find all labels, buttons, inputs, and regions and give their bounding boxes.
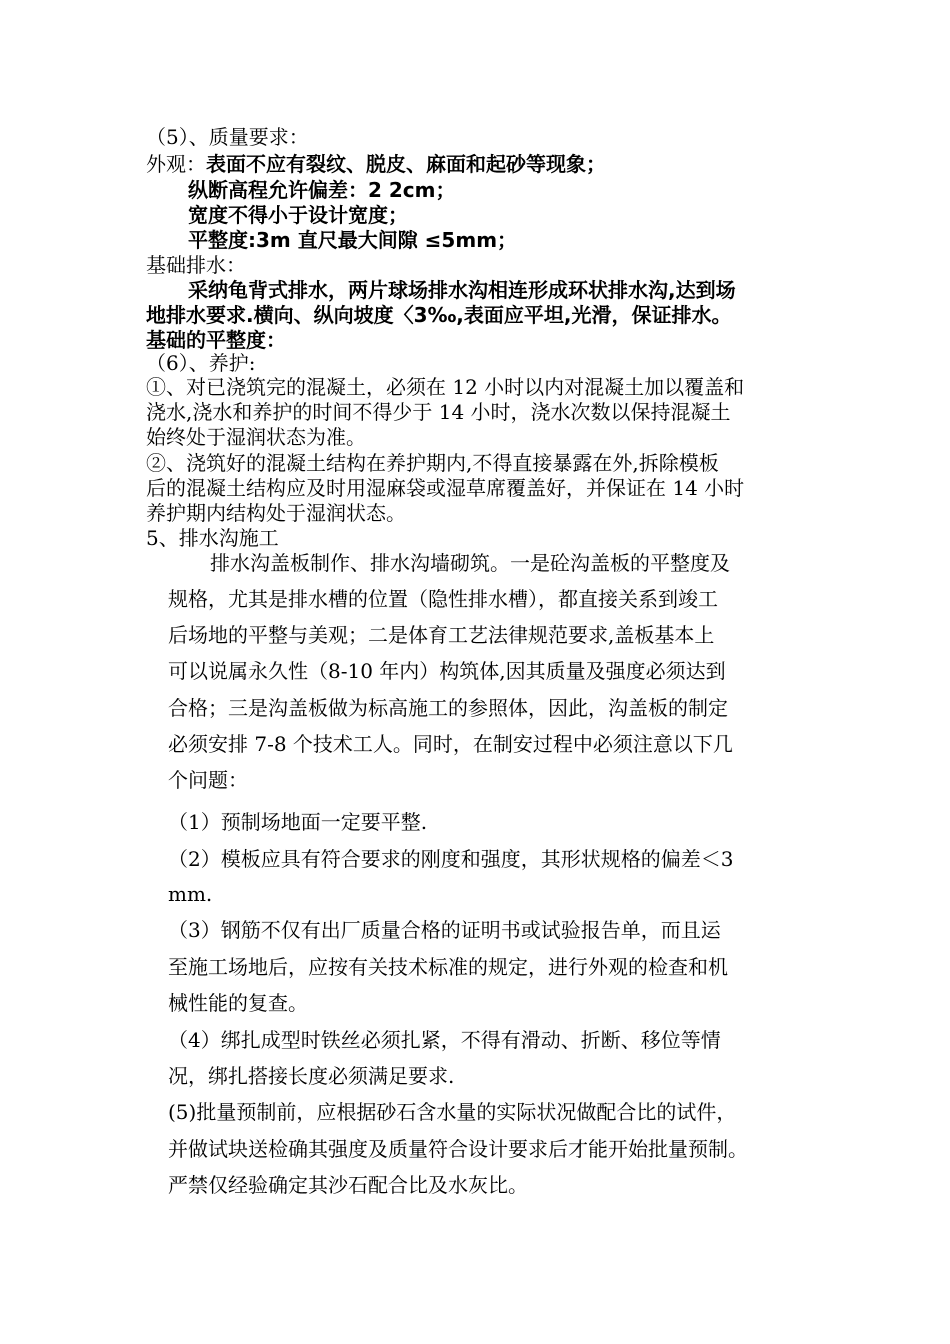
curing-item1-line3: 始终处于湿润状态为准。 <box>146 425 366 449</box>
ditch-heading: 5、排水沟施工 <box>146 526 279 550</box>
curing-heading: （6）、养护: <box>146 351 256 375</box>
ditch-intro-line: 排水沟盖板制作、排水沟墙砌筑。一是砼沟盖板的平整度及 <box>210 551 730 575</box>
ditch-point-5-line3: 严禁仅经验确定其沙石配合比及水灰比。 <box>168 1173 528 1197</box>
ditch-intro-line: 后场地的平整与美观；二是体育工艺法律规范要求,盖板基本上 <box>168 623 715 647</box>
appearance-line <box>146 152 606 176</box>
tolerance-line: 纵断高程允许偏差：2 2cm； <box>188 178 456 202</box>
ditch-intro-line: 必须安排 7-8 个技术工人。同时，在制安过程中必须注意以下几 <box>168 732 733 756</box>
flatness-heading: 基础的平整度： <box>146 328 286 352</box>
curing-item1-line1: ①、对已浇筑完的混凝土，必须在 12 小时以内对混凝土加以覆盖和 <box>146 375 745 399</box>
ditch-point-4-line1: （4）绑扎成型时铁丝必须扎紧，不得有滑动、折断、移位等情 <box>168 1028 721 1052</box>
width-line: 宽度不得小于设计宽度； <box>188 203 408 227</box>
ditch-intro-line: 可以说属永久性（8-10 年内）构筑体,因其质量及强度必须达到 <box>168 659 726 683</box>
ditch-point-3-line1: （3）钢筋不仅有出厂质量合格的证明书或试验报告单，而且运 <box>168 918 721 942</box>
appearance-text: 表面不应有裂纹、脱皮、麻面和起砂等现象； <box>206 152 606 176</box>
curing-item2-line2: 后的混凝土结构应及时用湿麻袋或湿草席覆盖好，并保证在 14 小时 <box>146 476 745 500</box>
ditch-point-5-line1: (5)批量预制前，应根据砂石含水量的实际状况做配合比的试件， <box>168 1100 737 1124</box>
curing-item1-line2: 浇水,浇水和养护的时间不得少于 14 小时，浇水次数以保持混凝土 <box>146 400 731 424</box>
ditch-point-5-line2: 并做试块送检确其强度及质量符合设计要求后才能开始批量预制。 <box>168 1137 748 1161</box>
ditch-point-3-line2: 至施工场地后，应按有关技术标准的规定，进行外观的检查和机 <box>168 955 728 979</box>
quality-heading: （5）、质量要求： <box>146 125 309 149</box>
ditch-intro-line: 规格，尤其是排水槽的位置（隐性排水槽），都直接关系到竣工 <box>168 587 718 611</box>
curing-item2-line3: 养护期内结构处于湿润状态。 <box>146 501 406 525</box>
ditch-point-2-line1: （2）模板应具有符合要求的刚度和强度，其形状规格的偏差＜3 <box>168 847 734 871</box>
drainage-line-1: 采纳龟背式排水，两片球场排水沟相连形成环状排水沟,达到场 <box>188 278 736 302</box>
curing-item2-line1: ②、浇筑好的混凝土结构在养护期内,不得直接暴露在外,拆除模板 <box>146 451 719 475</box>
ditch-point-1: （1）预制场地面一定要平整. <box>168 810 428 834</box>
ditch-intro-line: 个问题： <box>168 768 248 792</box>
ditch-point-4-line2: 况，绑扎搭接长度必须满足要求. <box>168 1064 455 1088</box>
drainage-line-2: 地排水要求.横向、纵向坡度〈3‰,表面应平坦,光滑，保证排水。 <box>146 303 732 327</box>
drainage-heading: 基础排水： <box>146 253 246 277</box>
ditch-point-2-line2: mm. <box>168 882 213 906</box>
ditch-point-3-line3: 械性能的复查。 <box>168 991 308 1015</box>
appearance-label: 外观： <box>146 152 206 176</box>
flatness-line: 平整度:3m 直尺最大间隙 ≤5mm； <box>188 228 518 252</box>
ditch-intro-line: 合格；三是沟盖板做为标高施工的参照体，因此，沟盖板的制定 <box>168 696 728 720</box>
